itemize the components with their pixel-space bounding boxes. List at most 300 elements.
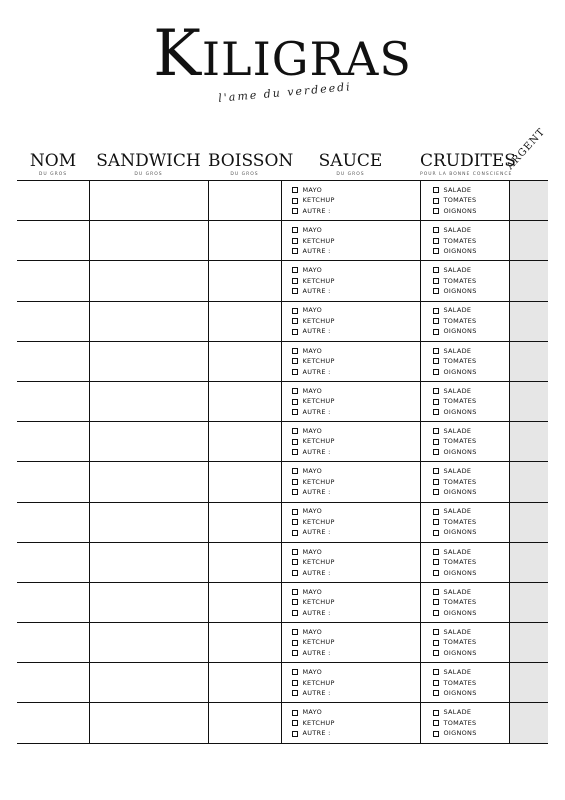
- sauce-option-label: KETCHUP: [302, 316, 335, 325]
- cell-boisson[interactable]: [208, 221, 281, 261]
- crudites-option[interactable]: [433, 316, 509, 327]
- cell-crudites: [420, 703, 509, 743]
- checkbox-icon[interactable]: [433, 599, 439, 605]
- cell-boisson[interactable]: [208, 381, 281, 421]
- cell-sandwich[interactable]: [89, 181, 208, 221]
- checkbox-icon[interactable]: [433, 720, 439, 726]
- cell-sauce: [281, 703, 420, 743]
- sauce-option-label: AUTRE :: [302, 407, 331, 416]
- cell-boisson[interactable]: [208, 422, 281, 462]
- cell-argent[interactable]: [509, 623, 548, 663]
- sauce-option[interactable]: [292, 396, 420, 407]
- crudites-options: [421, 466, 509, 498]
- crudites-option[interactable]: [433, 678, 509, 689]
- checkbox-icon[interactable]: [433, 468, 439, 474]
- sauce-option[interactable]: [292, 206, 420, 217]
- checkbox-icon[interactable]: [433, 559, 439, 565]
- sauce-option[interactable]: [292, 356, 420, 367]
- crudites-option[interactable]: [433, 487, 509, 498]
- sauce-option[interactable]: [292, 426, 420, 437]
- sauce-option[interactable]: [292, 225, 420, 236]
- checkbox-icon[interactable]: [292, 348, 298, 354]
- cell-boisson[interactable]: [208, 502, 281, 542]
- crudites-option[interactable]: [433, 195, 509, 206]
- sauce-option[interactable]: [292, 367, 420, 378]
- checkbox-icon[interactable]: [292, 227, 298, 233]
- cell-crudites: [420, 623, 509, 663]
- sauce-option[interactable]: [292, 637, 420, 648]
- crudites-option-label: OIGNONS: [443, 689, 477, 698]
- crudites-option[interactable]: [433, 667, 509, 678]
- checkbox-icon[interactable]: [433, 489, 439, 495]
- checkbox-icon[interactable]: [292, 599, 298, 605]
- checkbox-icon[interactable]: [433, 399, 439, 405]
- checkbox-icon[interactable]: [433, 589, 439, 595]
- sauce-option-label: KETCHUP: [302, 357, 335, 366]
- checkbox-icon[interactable]: [292, 288, 298, 294]
- sauce-option-label: KETCHUP: [302, 718, 335, 727]
- checkbox-icon[interactable]: [433, 570, 439, 576]
- checkbox-icon[interactable]: [292, 428, 298, 434]
- checkbox-icon[interactable]: [433, 610, 439, 616]
- sauce-option-label: MAYO: [302, 426, 322, 435]
- sauce-option[interactable]: [292, 305, 420, 316]
- cell-nom[interactable]: [17, 582, 89, 622]
- sauce-option[interactable]: [292, 386, 420, 397]
- sauce-option[interactable]: [292, 246, 420, 257]
- cell-argent[interactable]: [509, 663, 548, 703]
- checkbox-icon[interactable]: [292, 329, 298, 335]
- cell-sandwich[interactable]: [89, 341, 208, 381]
- cell-nom[interactable]: [17, 341, 89, 381]
- crudites-option-label: SALADE: [443, 185, 472, 194]
- cell-nom[interactable]: [17, 261, 89, 301]
- crudites-option-label: OIGNONS: [443, 247, 477, 256]
- crudites-option-label: SALADE: [443, 386, 472, 395]
- cell-nom[interactable]: [17, 663, 89, 703]
- checkbox-icon[interactable]: [433, 227, 439, 233]
- crudites-option-label: TOMATES: [443, 437, 477, 446]
- checkbox-icon[interactable]: [433, 329, 439, 335]
- checkbox-icon[interactable]: [292, 710, 298, 716]
- sauce-options: [282, 305, 420, 337]
- checkbox-icon[interactable]: [433, 710, 439, 716]
- sauce-option-label: KETCHUP: [302, 196, 335, 205]
- cell-argent[interactable]: [509, 221, 548, 261]
- checkbox-icon[interactable]: [292, 318, 298, 324]
- crudites-option-label: TOMATES: [443, 558, 477, 567]
- crudites-option[interactable]: [433, 608, 509, 619]
- crudites-option[interactable]: [433, 597, 509, 608]
- sauce-options: [282, 547, 420, 579]
- crudites-option-label: SALADE: [443, 587, 472, 596]
- sauce-option[interactable]: [292, 517, 420, 528]
- sauce-options: [282, 506, 420, 538]
- sauce-option[interactable]: [292, 688, 420, 699]
- checkbox-icon[interactable]: [292, 519, 298, 525]
- crudites-option[interactable]: [433, 367, 509, 378]
- sauce-option[interactable]: [292, 597, 420, 608]
- checkbox-icon[interactable]: [292, 720, 298, 726]
- cell-sandwich[interactable]: [89, 502, 208, 542]
- cell-sauce: [281, 462, 420, 502]
- checkbox-icon[interactable]: [433, 318, 439, 324]
- cell-sandwich[interactable]: [89, 623, 208, 663]
- table-row: [17, 623, 548, 663]
- checkbox-icon[interactable]: [433, 198, 439, 204]
- cell-nom[interactable]: [17, 221, 89, 261]
- crudites-option[interactable]: [433, 426, 509, 437]
- crudites-options: [421, 225, 509, 257]
- crudites-option[interactable]: [433, 688, 509, 699]
- sauce-option-label: MAYO: [302, 266, 322, 275]
- cell-argent[interactable]: [509, 261, 548, 301]
- cell-sandwich[interactable]: [89, 301, 208, 341]
- cell-sauce: [281, 623, 420, 663]
- checkbox-icon[interactable]: [292, 690, 298, 696]
- sauce-option[interactable]: [292, 506, 420, 517]
- brand-title-initial: K: [153, 17, 202, 91]
- crudites-option[interactable]: [433, 305, 509, 316]
- sauce-option-label: MAYO: [302, 547, 322, 556]
- sauce-option[interactable]: [292, 557, 420, 568]
- checkbox-icon[interactable]: [292, 187, 298, 193]
- sauce-option-label: KETCHUP: [302, 678, 335, 687]
- cell-nom[interactable]: [17, 422, 89, 462]
- crudites-option-label: OIGNONS: [443, 206, 477, 215]
- cell-argent[interactable]: [509, 703, 548, 743]
- sauce-option[interactable]: [292, 728, 420, 739]
- checkbox-icon[interactable]: [433, 308, 439, 314]
- cell-argent[interactable]: [509, 422, 548, 462]
- crudites-option[interactable]: [433, 707, 509, 718]
- cell-sandwich[interactable]: [89, 381, 208, 421]
- checkbox-icon[interactable]: [433, 369, 439, 375]
- crudites-option-label: OIGNONS: [443, 488, 477, 497]
- crudites-option[interactable]: [433, 447, 509, 458]
- crudites-option[interactable]: [433, 407, 509, 418]
- sauce-option[interactable]: [292, 587, 420, 598]
- checkbox-icon[interactable]: [292, 369, 298, 375]
- checkbox-icon[interactable]: [292, 640, 298, 646]
- cell-nom[interactable]: [17, 502, 89, 542]
- sauce-option[interactable]: [292, 346, 420, 357]
- crudites-option[interactable]: [433, 246, 509, 257]
- cell-boisson[interactable]: [208, 261, 281, 301]
- cell-boisson[interactable]: [208, 181, 281, 221]
- checkbox-icon[interactable]: [433, 549, 439, 555]
- cell-boisson[interactable]: [208, 341, 281, 381]
- cell-argent[interactable]: [509, 381, 548, 421]
- crudites-option[interactable]: [433, 466, 509, 477]
- order-table: [17, 126, 548, 744]
- crudites-option-label: SALADE: [443, 226, 472, 235]
- table-row: [17, 341, 548, 381]
- crudites-option-label: OIGNONS: [443, 528, 477, 537]
- crudites-options: [421, 587, 509, 619]
- cell-argent[interactable]: [509, 301, 548, 341]
- cell-argent[interactable]: [509, 181, 548, 221]
- cell-boisson[interactable]: [208, 301, 281, 341]
- table-row: [17, 221, 548, 261]
- sauce-option[interactable]: [292, 648, 420, 659]
- cell-crudites: [420, 462, 509, 502]
- sauce-option[interactable]: [292, 487, 420, 498]
- checkbox-icon[interactable]: [433, 731, 439, 737]
- checkbox-icon[interactable]: [292, 509, 298, 515]
- sauce-option[interactable]: [292, 185, 420, 196]
- cell-sandwich[interactable]: [89, 462, 208, 502]
- checkbox-icon[interactable]: [292, 479, 298, 485]
- checkbox-icon[interactable]: [292, 629, 298, 635]
- sauce-option-label: AUTRE :: [302, 488, 331, 497]
- checkbox-icon[interactable]: [292, 559, 298, 565]
- sauce-option[interactable]: [292, 608, 420, 619]
- checkbox-icon[interactable]: [433, 629, 439, 635]
- crudites-option[interactable]: [433, 386, 509, 397]
- sauce-option[interactable]: [292, 718, 420, 729]
- crudites-option[interactable]: [433, 547, 509, 558]
- sauce-option[interactable]: [292, 316, 420, 327]
- checkbox-icon[interactable]: [292, 650, 298, 656]
- checkbox-icon[interactable]: [433, 248, 439, 254]
- cell-nom[interactable]: [17, 381, 89, 421]
- sauce-option[interactable]: [292, 527, 420, 538]
- crudites-option[interactable]: [433, 728, 509, 739]
- crudites-option[interactable]: [433, 206, 509, 217]
- checkbox-icon[interactable]: [292, 388, 298, 394]
- crudites-option-label: SALADE: [443, 346, 472, 355]
- checkbox-icon[interactable]: [433, 278, 439, 284]
- sauce-option-label: AUTRE :: [302, 689, 331, 698]
- table-body: [17, 181, 548, 744]
- crudites-option[interactable]: [433, 225, 509, 236]
- sauce-option-label: KETCHUP: [302, 236, 335, 245]
- checkbox-icon[interactable]: [292, 731, 298, 737]
- sauce-option[interactable]: [292, 678, 420, 689]
- checkbox-icon[interactable]: [292, 399, 298, 405]
- checkbox-icon[interactable]: [292, 449, 298, 455]
- checkbox-icon[interactable]: [292, 530, 298, 536]
- checkbox-icon[interactable]: [292, 358, 298, 364]
- checkbox-icon[interactable]: [433, 428, 439, 434]
- sauce-option[interactable]: [292, 466, 420, 477]
- cell-nom[interactable]: [17, 181, 89, 221]
- checkbox-icon[interactable]: [292, 489, 298, 495]
- sauce-options: [282, 346, 420, 378]
- checkbox-icon[interactable]: [433, 449, 439, 455]
- crudites-option[interactable]: [433, 326, 509, 337]
- crudites-option[interactable]: [433, 286, 509, 297]
- cell-argent[interactable]: [509, 582, 548, 622]
- cell-crudites: [420, 221, 509, 261]
- crudites-option-label: SALADE: [443, 627, 472, 636]
- crudites-option[interactable]: [433, 276, 509, 287]
- header-sauce-title: SAUCE: [318, 151, 383, 171]
- cell-crudites: [420, 663, 509, 703]
- cell-boisson[interactable]: [208, 462, 281, 502]
- checkbox-icon[interactable]: [433, 288, 439, 294]
- crudites-option[interactable]: [433, 436, 509, 447]
- crudites-option[interactable]: [433, 587, 509, 598]
- sauce-option-label: KETCHUP: [302, 517, 335, 526]
- sauce-option[interactable]: [292, 407, 420, 418]
- cell-sandwich[interactable]: [89, 261, 208, 301]
- sauce-option-label: KETCHUP: [302, 477, 335, 486]
- cell-sandwich[interactable]: [89, 221, 208, 261]
- sauce-option-label: AUTRE :: [302, 648, 331, 657]
- checkbox-icon[interactable]: [292, 439, 298, 445]
- checkbox-icon[interactable]: [433, 530, 439, 536]
- crudites-option-label: TOMATES: [443, 357, 477, 366]
- checkbox-icon[interactable]: [292, 589, 298, 595]
- crudites-option[interactable]: [433, 396, 509, 407]
- header-sauce: [281, 148, 420, 181]
- cell-nom[interactable]: [17, 462, 89, 502]
- cell-sandwich[interactable]: [89, 542, 208, 582]
- checkbox-icon[interactable]: [433, 650, 439, 656]
- checkbox-icon[interactable]: [433, 669, 439, 675]
- crudites-option-label: TOMATES: [443, 236, 477, 245]
- brand-title-rest: ILIGRAS: [201, 32, 412, 86]
- cell-boisson[interactable]: [208, 703, 281, 743]
- cell-nom[interactable]: [17, 623, 89, 663]
- checkbox-icon[interactable]: [433, 267, 439, 273]
- cell-sandwich[interactable]: [89, 422, 208, 462]
- sauce-option[interactable]: [292, 265, 420, 276]
- sauce-option[interactable]: [292, 568, 420, 579]
- checkbox-icon[interactable]: [433, 690, 439, 696]
- checkbox-icon[interactable]: [433, 680, 439, 686]
- table-row: [17, 582, 548, 622]
- cell-crudites: [420, 301, 509, 341]
- cell-argent[interactable]: [509, 542, 548, 582]
- cell-sandwich[interactable]: [89, 582, 208, 622]
- cell-argent[interactable]: [509, 462, 548, 502]
- checkbox-icon[interactable]: [433, 348, 439, 354]
- sauce-option[interactable]: [292, 286, 420, 297]
- crudites-option[interactable]: [433, 527, 509, 538]
- crudites-option[interactable]: [433, 718, 509, 729]
- sauce-option[interactable]: [292, 627, 420, 638]
- sauce-option-label: KETCHUP: [302, 397, 335, 406]
- checkbox-icon[interactable]: [292, 248, 298, 254]
- crudites-option-label: OIGNONS: [443, 447, 477, 456]
- checkbox-icon[interactable]: [292, 308, 298, 314]
- checkbox-icon[interactable]: [292, 669, 298, 675]
- sauce-option[interactable]: [292, 547, 420, 558]
- sauce-option[interactable]: [292, 276, 420, 287]
- checkbox-icon[interactable]: [292, 238, 298, 244]
- cell-sauce: [281, 542, 420, 582]
- sauce-option-label: MAYO: [302, 185, 322, 194]
- sauce-option[interactable]: [292, 436, 420, 447]
- cell-nom[interactable]: [17, 703, 89, 743]
- cell-boisson[interactable]: [208, 582, 281, 622]
- crudites-option[interactable]: [433, 236, 509, 247]
- sauce-option[interactable]: [292, 667, 420, 678]
- header-sandwich-subtitle: DU GROS: [134, 172, 163, 177]
- checkbox-icon[interactable]: [433, 640, 439, 646]
- cell-crudites: [420, 341, 509, 381]
- sauce-option[interactable]: [292, 195, 420, 206]
- checkbox-icon[interactable]: [292, 267, 298, 273]
- sauce-options: [282, 225, 420, 257]
- table-row: [17, 261, 548, 301]
- checkbox-icon[interactable]: [433, 187, 439, 193]
- checkbox-icon[interactable]: [433, 439, 439, 445]
- cell-boisson[interactable]: [208, 663, 281, 703]
- crudites-option[interactable]: [433, 568, 509, 579]
- cell-boisson[interactable]: [208, 542, 281, 582]
- cell-boisson[interactable]: [208, 623, 281, 663]
- checkbox-icon[interactable]: [433, 208, 439, 214]
- header-boisson: [208, 148, 294, 181]
- checkbox-icon[interactable]: [433, 238, 439, 244]
- header-crudites-subtitle: POUR LA BONNE CONSCIENCE: [420, 172, 513, 177]
- crudites-option-label: OIGNONS: [443, 287, 477, 296]
- checkbox-icon[interactable]: [292, 278, 298, 284]
- sauce-option[interactable]: [292, 236, 420, 247]
- crudites-option-label: SALADE: [443, 306, 472, 315]
- sauce-option[interactable]: [292, 326, 420, 337]
- crudites-options: [421, 305, 509, 337]
- cell-nom[interactable]: [17, 542, 89, 582]
- sauce-option[interactable]: [292, 477, 420, 488]
- cell-crudites: [420, 261, 509, 301]
- checkbox-icon[interactable]: [433, 409, 439, 415]
- checkbox-icon[interactable]: [433, 358, 439, 364]
- checkbox-icon[interactable]: [292, 468, 298, 474]
- checkbox-icon[interactable]: [433, 479, 439, 485]
- checkbox-icon[interactable]: [292, 680, 298, 686]
- crudites-option[interactable]: [433, 265, 509, 276]
- checkbox-icon[interactable]: [292, 208, 298, 214]
- crudites-option-label: OIGNONS: [443, 648, 477, 657]
- checkbox-icon[interactable]: [433, 519, 439, 525]
- crudites-option[interactable]: [433, 356, 509, 367]
- header-boisson-title: BOISSON: [208, 151, 294, 171]
- sauce-option[interactable]: [292, 707, 420, 718]
- crudites-option[interactable]: [433, 627, 509, 638]
- cell-nom[interactable]: [17, 301, 89, 341]
- checkbox-icon[interactable]: [292, 570, 298, 576]
- checkbox-icon[interactable]: [292, 198, 298, 204]
- crudites-option[interactable]: [433, 648, 509, 659]
- crudites-options: [421, 185, 509, 217]
- crudites-option[interactable]: [433, 557, 509, 568]
- cell-sauce: [281, 221, 420, 261]
- checkbox-icon[interactable]: [292, 549, 298, 555]
- header-nom-subtitle: DU GROS: [38, 172, 68, 177]
- checkbox-icon[interactable]: [433, 509, 439, 515]
- cell-sandwich[interactable]: [89, 663, 208, 703]
- sauce-option[interactable]: [292, 447, 420, 458]
- crudites-option[interactable]: [433, 346, 509, 357]
- checkbox-icon[interactable]: [292, 409, 298, 415]
- checkbox-icon[interactable]: [433, 388, 439, 394]
- crudites-option[interactable]: [433, 517, 509, 528]
- cell-sandwich[interactable]: [89, 703, 208, 743]
- header-row: [17, 148, 548, 181]
- crudites-option[interactable]: [433, 506, 509, 517]
- checkbox-icon[interactable]: [292, 610, 298, 616]
- cell-argent[interactable]: [509, 341, 548, 381]
- crudites-option[interactable]: [433, 477, 509, 488]
- crudites-option[interactable]: [433, 637, 509, 648]
- crudites-option[interactable]: [433, 185, 509, 196]
- cell-argent[interactable]: [509, 502, 548, 542]
